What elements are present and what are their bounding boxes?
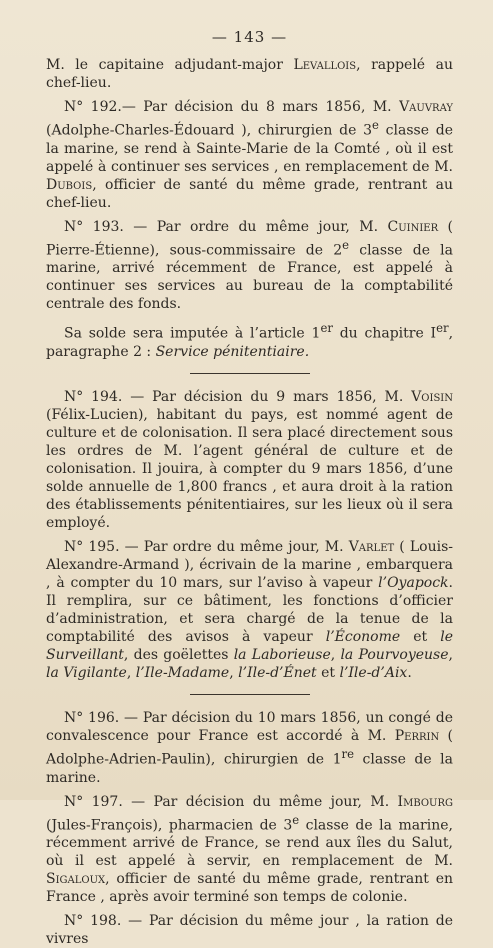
decision-194: N° 194. — Par décision du 9 mars 1856, M. Voisin (Félix-Lucien), habitant du pays, est nommé agent de culture et de colonisation. Il sera placé directement sous les ordres de M. l’agent général de culture et de colonisation. Il jouira, à compter du 9 mars 1856, d’une solde annuelle de 1,800 francs , et aura droit à la ration des établissements pénitentiaires, sur les lieux où il sera employé.	[46, 388, 453, 531]
decision-195: N° 195. — Par ordre du même jour, M. Varlet ( Louis-Alexandre-Armand ), écrivain de la marine , embarquera , à compter du 10 mars, sur l’aviso à vapeur l’Oyapock. Il remplira, sur ce bâtiment, les fonctions d’officier d’administration, et sera chargé de la tenue de la comptabilité des avisos à vapeur l’Économe et le Surveillant, des goëlettes la Laborieuse, la Pourvoyeuse, la Vigilante, l’Ile-Madame, l’Ile-d’Énet et l’Ile-d’Aix.	[46, 538, 454, 681]
page-number: — 143 —	[211, 28, 288, 46]
section-divider	[190, 373, 310, 374]
decision-196: N° 196. — Par décision du 10 mars 1856, un congé de convalescence pour France est accordé à M. Perrin ( Adolphe-Adrien-Paulin), chirurgien de 1re classe de la marine.	[46, 709, 453, 786]
person-name: Vauvray	[399, 99, 453, 115]
person-name: Imbourg	[397, 793, 453, 810]
section-divider	[190, 694, 310, 695]
decision-192: N° 192.— Par décision du 8 mars 1856, M. Vauvray (Adolphe-Charles-Édouard ), chirurgien de 3e classe de la marine, se rend à Sainte-Marie de la Comté , où il est appelé à continuer ses services , en remplacement de M. Dubois, officier de santé du même grade, rentrant au chef-lieu.	[46, 99, 453, 211]
paragraph-continuation: M. le capitaine adjudant-major Levallois, rappelé au chef-lieu.	[46, 57, 453, 91]
decision-193: N° 193. — Par ordre du même jour, M. Cuinier ( Pierre-Étienne), sous-commissaire de 2e classe de la marine, arrivé récemment de France, est appelé à continuer ses services au bureau de la comptabilité centrale des fonds.	[46, 218, 454, 313]
person-name: Dubois	[46, 176, 93, 193]
person-name: Perrin	[394, 727, 440, 744]
person-name: Voisin	[411, 388, 453, 405]
person-name: Cuinier	[387, 218, 439, 235]
person-name: Varlet	[348, 538, 395, 555]
decision-193-salary-note: Sa solde sera imputée à l’article 1er du chapitre Ier, paragraphe 2 : Service pénitentiaire.	[46, 321, 454, 360]
decision-197: N° 197. — Par décision du même jour, M. Imbourg (Jules-François), pharmacien de 3e classe de la marine, récemment arrivé de France, se rend aux îles du Salut, où il est appelé à servir, en remplacement de M. Sigaloux, officier de santé du même grade, rentrant en France , après avoir terminé son temps de colonie.	[46, 793, 453, 906]
person-name: Levallois	[293, 57, 357, 73]
person-name: Sigaloux	[46, 871, 106, 888]
decision-198: N° 198. — Par décision du même jour , la ration de vivres	[46, 913, 453, 948]
